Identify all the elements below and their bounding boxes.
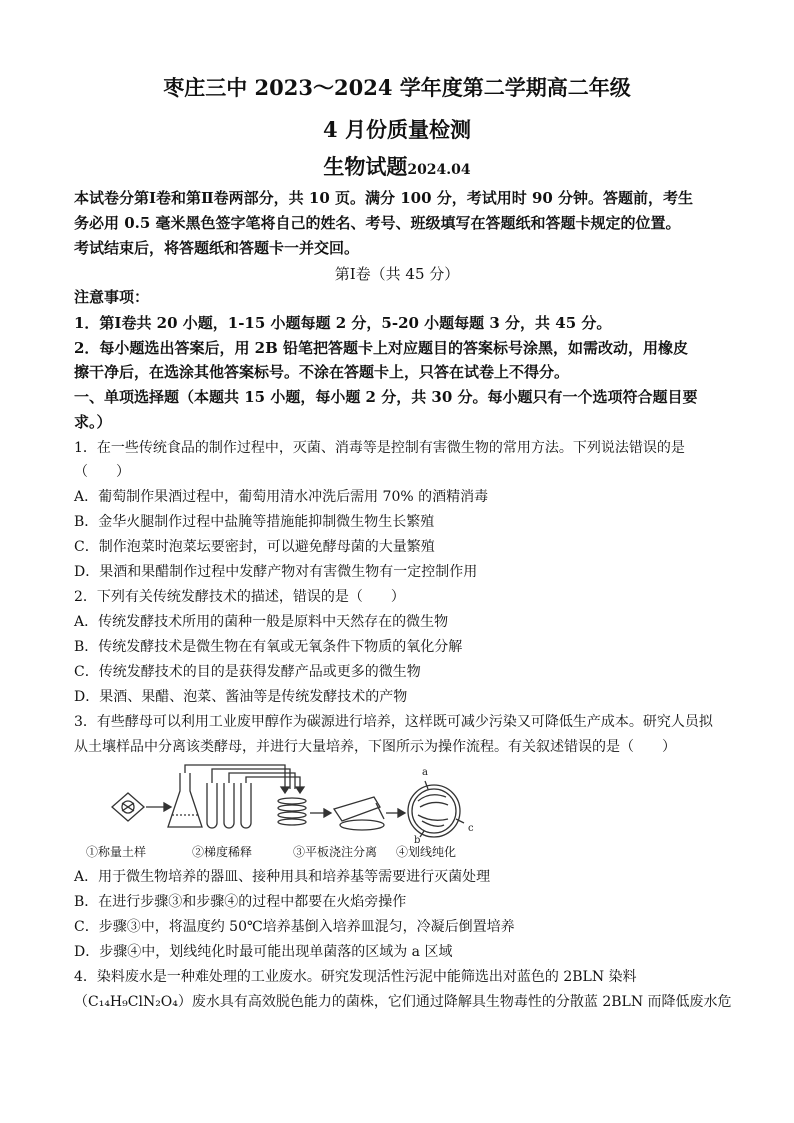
option-c: C．步骤③中，将温度约 50℃培养基倒入培养皿混匀，冷凝后倒置培养 <box>74 919 515 935</box>
pour-plate-icon <box>334 797 384 830</box>
question-bracket: （ ） <box>74 464 130 480</box>
option-c: C．传统发酵技术的目的是获得发酵产品或更多的微生物 <box>74 664 421 680</box>
intro-line: 本试卷分第Ⅰ卷和第Ⅱ卷两部分，共 10 页。满分 100 分，考试用时 90 分钟。答题前，考生 <box>74 189 694 207</box>
question-stem: 从土壤样品中分离该类酵母，并进行大量培养，下图所示为操作流程。有关叙述错误的是（ ） <box>74 739 676 755</box>
exam-subtitle: 4 月份质量检测 <box>323 117 471 142</box>
section-title: 第Ⅰ卷（共 45 分） <box>334 265 460 283</box>
streak-plate-icon <box>408 781 464 837</box>
option-d: D．果酒和果醋制作过程中发酵产物对有害微生物有一定控制作用 <box>74 564 478 580</box>
option-d: D．果酒、果醋、泡菜、酱油等是传统发酵技术的产物 <box>74 689 408 705</box>
part-heading: 一、单项选择题（本题共 15 小题，每小题 2 分，共 30 分。每小题只有一个选项符合题目要 <box>74 388 698 406</box>
flask-icon <box>168 773 202 827</box>
figure-caption-1: ①称量土样 <box>86 845 147 859</box>
question-stem: （C₁₄H₉ClN₂O₄）废水具有高效脱色能力的菌株，它们通过降解具生物毒性的分散蓝 2BLN 而降低废水危 <box>74 994 732 1010</box>
intro-line: 考试结束后，将答题纸和答题卡一并交回。 <box>74 239 360 257</box>
notes-heading: 注意事项： <box>74 288 150 306</box>
region-label-a: a <box>422 767 428 778</box>
soil-sample-icon <box>112 793 144 821</box>
test-tubes-icon <box>207 783 251 828</box>
question-stem: 1．在一些传统食品的制作过程中，灭菌、消毒等是控制有害微生物的常用方法。下列说法错误的是 <box>74 440 685 456</box>
part-heading: 求。） <box>74 413 112 431</box>
question-stem: 2．下列有关传统发酵技术的描述，错误的是（ ） <box>74 589 405 605</box>
option-b: B．传统发酵技术是微生物在有氧或无氧条件下物质的氧化分解 <box>74 639 463 655</box>
option-a: A．葡萄制作果酒过程中，葡萄用清水冲洗后需用 70% 的酒精消毒 <box>74 489 489 505</box>
exam-title: 枣庄三中 2023～2024 学年度第二学期高二年级 <box>163 75 631 100</box>
region-label-c: c <box>468 823 474 834</box>
plates-stack-icon <box>278 798 306 825</box>
option-b: B．金华火腿制作过程中盐腌等措施能抑制微生物生长繁殖 <box>74 514 435 530</box>
option-a: A．用于微生物培养的器皿、接种用具和培养基等需要进行灭菌处理 <box>74 869 491 885</box>
note-line: 擦干净后，在选涂其他答案标号。不涂在答题卡上，只答在试卷上不得分。 <box>74 363 570 381</box>
subject-name: 生物试题 <box>323 154 408 179</box>
option-b: B．在进行步骤③和步骤④的过程中都要在火焰旁操作 <box>74 894 407 910</box>
exam-date: 2024.04 <box>407 162 471 178</box>
figure-caption-2: ②梯度稀释 <box>192 845 253 859</box>
option-d: D．步骤④中，划线纯化时最可能出现单菌落的区域为 a 区域 <box>74 944 453 960</box>
note-line: 2．每小题选出答案后，用 2B 铅笔把答题卡上对应题目的答案标号涂黑，如需改动，用橡皮 <box>74 339 689 357</box>
figure-caption-3: ③平板浇注分离 <box>293 845 378 859</box>
note-line: 1．第Ⅰ卷共 20 小题，1-15 小题每题 2 分，5-20 小题每题 3 分，共 45 分。 <box>74 314 612 332</box>
option-a: A．传统发酵技术所用的菌种一般是原料中天然存在的微生物 <box>74 614 449 630</box>
intro-line: 务必用 0.5 毫米黑色签字笔将自己的姓名、考号、班级填写在答题纸和答题卡规定的位置。 <box>74 214 681 232</box>
figure-caption-4: ④划线纯化 <box>396 845 457 859</box>
region-label-b: b <box>414 835 421 846</box>
subject-title <box>0 151 794 181</box>
question-stem: 3．有些酵母可以利用工业废甲醇作为碳源进行培养，这样既可减少污染又可降低生产成本。研究人员拟 <box>74 714 713 730</box>
option-c: C．制作泡菜时泡菜坛要密封，可以避免酵母菌的大量繁殖 <box>74 539 435 555</box>
question-stem: 4．染料废水是一种难处理的工业废水。研究发现活性污泥中能筛选出对蓝色的 2BLN 染料 <box>74 969 637 985</box>
